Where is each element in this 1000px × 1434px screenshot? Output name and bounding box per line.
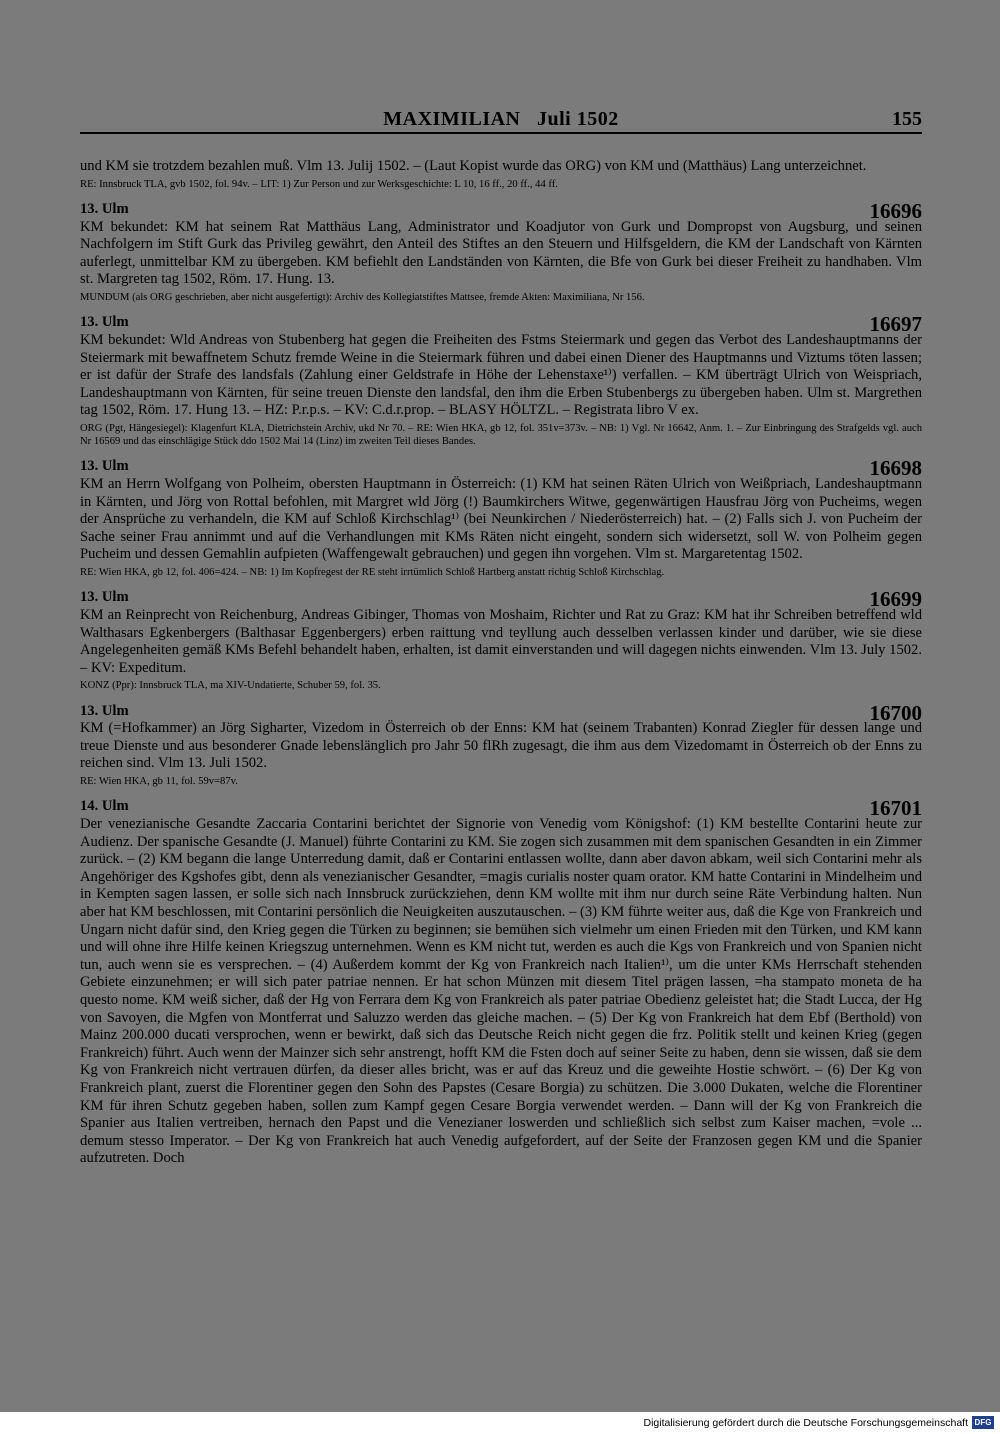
entry-number: 16696 bbox=[869, 199, 922, 223]
digitization-footer bbox=[0, 1412, 1000, 1434]
dfg-logo: DFG bbox=[972, 1416, 994, 1429]
entry-16701 bbox=[80, 797, 922, 1168]
entry-text: KM bekundet: Wld Andreas von Stubenberg hat gegen die Freiheiten des Fstms Steiermark und gegen das Verbot des Landeshauptmanns der Steiermark mit bewaffnetem Schutz fremde Weine in die Steiermark führen und dabei einen Diener des Hauptmanns und Viztums töten lassen; er ist dafür der Strafe des landsfals (Zahlung einer Geldstrafe in Höhe der Lehenstaxe¹⁾) verfallen. – KM überträgt Ulrich von Weispriach, Landeshauptmann von Kärnten, für seine treuen Dienste den landsfal, den ihm die Erben Stubenbergs zu übergeben haben. Ulm st. Margrethen tag 1502, Röm. 17. Hung 13. – HZ: P.r.p.s. – KV: C.d.r.prop. – BLASY HÖLTZL. – Registrata libro V ex. bbox=[80, 331, 922, 419]
entry-16699 bbox=[80, 588, 922, 692]
entry-date: 13. Ulm bbox=[80, 702, 129, 719]
entry-text: KM bekundet: KM hat seinem Rat Matthäus Lang, Administrator und Koadjutor von Gurk und Dompropst von Augsburg, und seinen Nachfolgern im Stift Gurk das Privileg gewährt, den Anteil des Stiftes an den Steuern und Hilfsgeldern, die KM der Landschaft von Kärnten auferlegt, unmittelbar KM zu übergeben. KM befiehlt den Landständen von Kärnten, die Bfe von Gurk bei dieser Freiheit zu handhaben. Vlm st. Margreten tag 1502, Röm. 17. Hung. 13. bbox=[80, 218, 922, 288]
entry-number: 16698 bbox=[869, 456, 922, 481]
entry-16697 bbox=[80, 313, 922, 448]
entry-number: 16701 bbox=[869, 796, 922, 821]
intro-note: RE: Innsbruck TLA, gvb 1502, fol. 94v. – LIT: 1) Zur Person und zur Werksgeschichte: L 10, 16 ff., 20 ff., 44 ff. bbox=[80, 178, 558, 190]
entry-16696 bbox=[80, 200, 922, 304]
page-number: 155 bbox=[892, 108, 922, 130]
entry-note: ORG (Pgt, Hängesiegel): Klagenfurt KLA, Dietrichstein Archiv, ukd Nr 70. – RE: Wien HKA, gb 12, fol. 351v=373v. – NB: 1) Vgl. Nr 16642, Anm. 1. – Zur Einbringung des Strafgelds vgl. auch Nr 16569 und das einschlägige Stück ddo 1502 Mai 14 (Linz) im zweiten Teil dieses Bandes. bbox=[80, 422, 922, 447]
entry-16698 bbox=[80, 457, 922, 579]
entry-note: MUNDUM (als ORG geschrieben, aber nicht ausgefertigt): Archiv des Kollegiatstiftes Mattsee, fremde Akten: Maximiliana, Nr 156. bbox=[80, 291, 645, 303]
entry-text: KM an Reinprecht von Reichenburg, Andreas Gibinger, Thomas von Moshaim, Richter und Rat zu Graz: KM hat ihr Schreiben betreffend wld Walthasars Egkenbergers (Balthasar Eggenbergers) erben raittung vnd teyllung auch desselben verlassen kinder und darüber, wie sie diese Angelegenheiten gemäß KMs Befehl behandelt haben, erhalten, ist damit einverstanden und will dagegen nichts einwenden. Vlm 13. July 1502. – KV: Expeditum. bbox=[80, 606, 922, 676]
page-body bbox=[80, 158, 922, 1168]
intro-paragraph: und KM sie trotzdem bezahlen muß. Vlm 13. Julij 1502. – (Laut Kopist wurde das ORG) von KM und (Matthäus) Lang unterzeichnet. bbox=[80, 158, 867, 174]
entry-date: 14. Ulm bbox=[80, 798, 129, 815]
entry-text: KM an Herrn Wolfgang von Polheim, obersten Hauptmann in Österreich: (1) KM hat seinen Räten Ulrich von Weißpriach, Landeshauptmann in Kärnten, und Jörg von Rottal befohlen, mit Margret wld Jörg (!) Baumkirchers Witwe, gegenwärtigen Hausfrau Jörg von Pucheims, wegen der Ansprüche zu verhandeln, die KM auf Schloß Kirchschlag¹⁾ (bei Neunkirchen / Niederösterreich) hat. – (2) Falls sich J. von Pucheim der Sache seiner Frau annimmt und auf die Verhandlungen mit KMs Räten nicht eingeht, sondern sich widersetzt, soll W. von Polheim gegen Pucheim und dessen Gemahlin aufpieten (Waffengewalt gebrauchen) und gegen ihn vorgehen. Vlm st. Margaretentag 1502. bbox=[80, 475, 922, 563]
entry-date: 13. Ulm bbox=[80, 458, 129, 475]
running-header bbox=[80, 108, 922, 134]
entry-16700 bbox=[80, 701, 922, 788]
entry-note: RE: Wien HKA, gb 12, fol. 406=424. – NB: 1) Im Kopfregest der RE steht irrtümlich Schloß Hartberg anstatt richtig Schloß Kirchschlag. bbox=[80, 566, 665, 578]
entry-note: KONZ (Ppr): Innsbruck TLA, ma XIV-Undatierte, Schuber 59, fol. 35. bbox=[80, 680, 381, 692]
entry-date: 13. Ulm bbox=[80, 589, 129, 606]
entry-date: 13. Ulm bbox=[80, 201, 129, 217]
entry-text: Der venezianische Gesandte Zaccaria Contarini berichtet der Signorie von Venedig vom Königshof: (1) KM bestellte Contarini heute zur Audienz. Der spanische Gesandte (J. Manuel) führte Contarini zu KM. Sie zogen sich zusammen mit dem spanischen Gesandten in ein Zimmer zurück. – (2) KM begann die lange Unterredung damit, daß er Contarini entlassen wollte, dann aber davon abkam, weil sich Contarini mehr als Angehöriger des Kgshofes gibt, denn als venezianischer Gesandter, =magis curialis noster quam orator. KM hatte Contarini in Mindelheim und in Kempten sagen lassen, er solle sich nach Innsbruck zurückziehen, denn KM wollte mit ihm nur durch seine Räte Verbindung halten. Nun aber hat KM beschlossen, mit Contarini persönlich die Neuigkeiten auszutauschen. – (3) KM führte weiter aus, daß die Kge von Frankreich und Ungarn nicht dafür sind, den Krieg gegen die Türken zu beginnen; sie bemühen sich vielmehr um einen Frieden mit den Türken, und KM kann und will ohne ihre Hilfe keinen Kriegszug unternehmen. Wenn es KM nicht tut, werden es auch die Kgs von Frankreich und von Spanien nicht tun, auch wenn sie es versprechen. – (4) Außerdem kommt der Kg von Frankreich nach Italien¹⁾, um die unter KMs Herrschaft stehenden Gebiete einzunehmen; er will sich pater patriae nennen. Er hat schon Münzen mit diesem Titel prägen lassen, =ha stampato moneta de ha questo nome. KM weiß sicher, daß der Hg von Ferrara dem Kg von Frankreich als pater patriae Obedienz geleistet hat; die Stadt Lucca, der Hg von Savoyen, die Mgfen von Montferrat und Saluzzo werden das gleiche machen. – (5) Der Kg von Frankreich hat dem Ebf (Berthold) von Mainz 200.000 ducati versprochen, wenn er bewirkt, daß sich das Deutsche Reich nicht gegen die frz. Politik stellt und keinen Krieg (gegen Frankreich) führt. Auch wenn der Mainzer sich sehr anstrengt, hofft KM die Fsten doch auf seiner Seite zu haben, denn sie wissen, daß sie dem Kg von Frankreich nicht vertrauen dürfen, da dieser alles bricht, was er auf das Kreuz und die geweihte Hostie schwört. – (6) Der Kg von Frankreich plant, zuerst die Florentiner gegen den Sohn des Papstes (Cesare Borgia) zu schützen. Die 3.000 Dukaten, welche die Florentiner KM für ihren Schutz gegeben haben, sollen zum Kampf gegen Cesare Borgia verwendet werden. – Dann will der Kg von Frankreich die Spanier aus Italien vertreiben, hernach den Papst und die Venezianer loswerden und schließlich sich selbst zum Kaiser machen, =vole ... demum stesso Imperator. – Der Kg von Frankreich hat auch Venedig aufgefordert, auf der Seite der Franzosen gegen KM und die Spanier aufzutreten. Doch bbox=[80, 816, 922, 1167]
funding-credit: Digitalisierung gefördert durch die Deutsche Forschungsgemeinschaft bbox=[643, 1417, 968, 1429]
entry-number: 16697 bbox=[869, 312, 922, 337]
entry-text: KM (=Hofkammer) an Jörg Sigharter, Vizedom in Österreich ob der Enns: KM hat (seinem Trabanten) Konrad Ziegler für dessen lange und treue Dienste und aus besonderer Gnade lebenslänglich pro Jahr 50 flRh zugesagt, die ihm aus dem Vizedomamt in Österreich ob der Enns zu reichen sind. Vlm 13. Juli 1502. bbox=[80, 720, 922, 772]
entry-number: 16700 bbox=[869, 700, 922, 725]
running-title: MAXIMILIAN Juli 1502 bbox=[383, 108, 619, 130]
entry-date: 13. Ulm bbox=[80, 314, 129, 331]
entry-note: RE: Wien HKA, gb 11, fol. 59v=87v. bbox=[80, 776, 238, 788]
entry-number: 16699 bbox=[869, 587, 922, 612]
